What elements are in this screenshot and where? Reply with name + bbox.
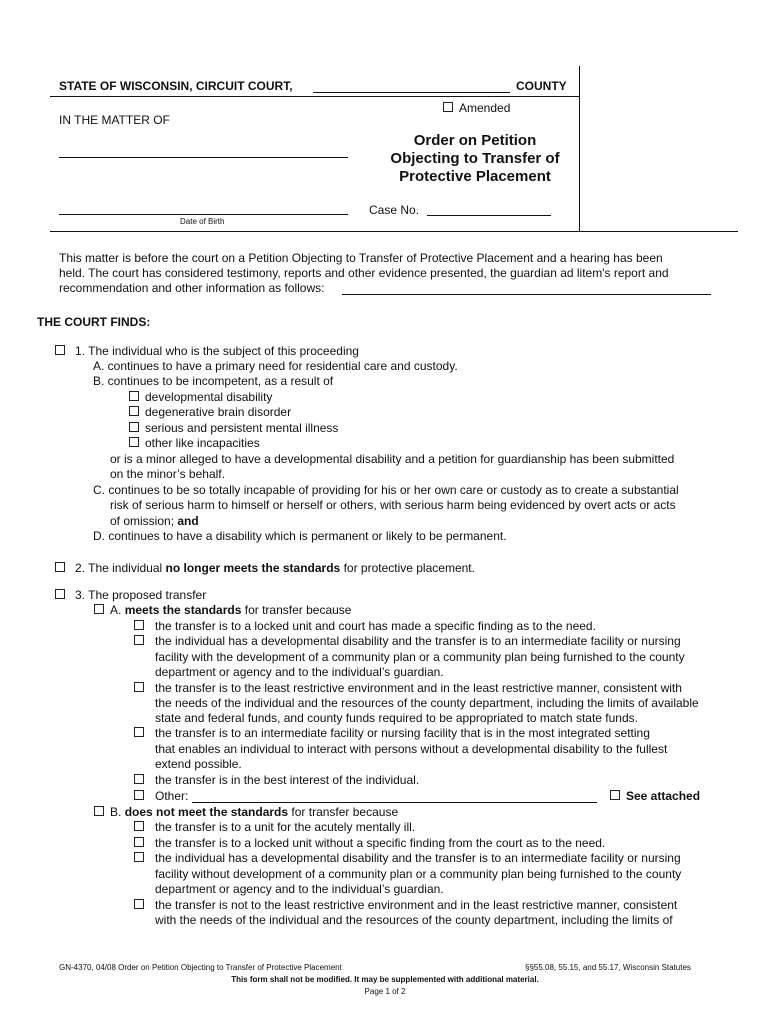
item3a-opt2-line-1: the individual has a developmental disability and the transfer is to an intermediate facility or nursing xyxy=(155,634,681,648)
item1-minor-line-2: on the minor’s behalf. xyxy=(110,467,225,481)
item2-post: for protective placement. xyxy=(343,561,475,575)
item3a-opt3-checkbox[interactable] xyxy=(134,682,144,692)
court-label: STATE OF WISCONSIN, CIRCUIT COURT, xyxy=(59,79,293,93)
item3a-opt3-line-3: state and federal funds, and county funds required to be appropriated to match state funds. xyxy=(155,711,638,725)
footer-statutes: §§55.08, 55.15, and 55.17, Wisconsin Statutes xyxy=(525,963,691,972)
footer-form-id: GN-4370, 04/08 Order on Petition Objecting to Transfer of Protective Placement xyxy=(59,963,342,972)
item3b-checkbox[interactable] xyxy=(94,806,104,816)
item3b-post: for transfer because xyxy=(291,805,399,819)
item3a-opt2-line-2: facility with the development of a community plan or a community plan being furnished to the county xyxy=(155,650,685,664)
item3a-opt4-line-1: the transfer is to an intermediate facility or nursing facility that is in the most integrated setting xyxy=(155,726,650,740)
mental-illness-checkbox[interactable] xyxy=(129,422,139,432)
item3a-opt1-line-1: the transfer is to a locked unit and court has made a specific finding as to the need. xyxy=(155,619,596,633)
mental-illness-label: serious and persistent mental illness xyxy=(145,421,339,435)
brain-disorder-label: degenerative brain disorder xyxy=(145,405,292,419)
item3a-post: for transfer because xyxy=(244,603,352,617)
item3b-opt1-checkbox[interactable] xyxy=(134,821,144,831)
item3a-checkbox[interactable] xyxy=(94,604,104,614)
item3a-opt3-line-1: the transfer is to the least restrictive environment and in the least restrictive manner, consistent with xyxy=(155,681,682,695)
item3a-opt2-line-3: department or agency and to the individual’s guardian. xyxy=(155,665,444,679)
item3a-other-label: Other: xyxy=(155,789,189,803)
item3b-pre: B. xyxy=(110,805,122,819)
brain-disorder-checkbox[interactable] xyxy=(129,406,139,416)
item1-checkbox[interactable] xyxy=(55,345,65,355)
item3a-opt1-checkbox[interactable] xyxy=(134,620,144,630)
title-line-2: Objecting to Transfer of xyxy=(390,150,560,167)
amended-label: Amended xyxy=(459,101,511,115)
see-attached-label: See attached xyxy=(626,789,701,803)
footer-notice: This form shall not be modified. It may be supplemented with additional material. xyxy=(231,975,539,984)
amended-checkbox[interactable] xyxy=(443,102,453,112)
item3a-opt4-line-3: extend possible. xyxy=(155,757,242,771)
item3b-opt4-line-1: the transfer is not to the least restrictive environment and in the least restrictive manner, consistent xyxy=(155,898,678,912)
county-name-field[interactable] xyxy=(313,92,510,93)
intro-info-field[interactable] xyxy=(342,294,711,295)
item1-c-and: and xyxy=(177,514,199,528)
item3-checkbox[interactable] xyxy=(55,589,65,599)
case-no-field[interactable] xyxy=(427,215,551,216)
item3b-opt2-checkbox[interactable] xyxy=(134,837,144,847)
item2-pre: 2. The individual xyxy=(75,561,163,575)
item3b-opt4-checkbox[interactable] xyxy=(134,899,144,909)
item3a-text xyxy=(110,603,351,618)
item2-checkbox[interactable] xyxy=(55,562,65,572)
intro-line-2: held. The court has considered testimony, reports and other evidence presented, the guardian ad litem's report and xyxy=(59,266,669,280)
county-label: COUNTY xyxy=(516,79,567,93)
title-line-3: Protective Placement xyxy=(399,168,551,185)
dev-disability-label: developmental disability xyxy=(145,390,273,404)
item3a-opt2-checkbox[interactable] xyxy=(134,635,144,645)
item3a-opt4-line-2: that enables an individual to interact with persons without a developmental disability to the fullest xyxy=(155,742,668,756)
intro-line-1: This matter is before the court on a Petition Objecting to Transfer of Protective Placement and a hearing has been xyxy=(59,251,663,265)
subject-name-field[interactable] xyxy=(59,157,348,158)
item1-a: A. continues to have a primary need for residential care and custody. xyxy=(93,359,458,373)
item3a-opt3-line-2: the needs of the individual and the resources of the county department, including the limits of available xyxy=(155,696,699,710)
item1-lead: 1. The individual who is the subject of this proceeding xyxy=(75,344,359,358)
dob-field[interactable] xyxy=(59,214,348,215)
header-divider xyxy=(579,66,580,231)
item3b-opt3-line-1: the individual has a developmental disability and the transfer is to an intermediate facility or nursing xyxy=(155,851,681,865)
item2-text xyxy=(75,561,475,576)
header-top-rule xyxy=(50,96,579,97)
footer-page: Page 1 of 2 xyxy=(364,987,406,996)
item1-c-line-3-text: of omission; xyxy=(110,514,175,528)
case-no-label: Case No. xyxy=(369,203,420,217)
item3a-opt4-checkbox[interactable] xyxy=(134,727,144,737)
item3a-bold: meets the standards xyxy=(124,603,242,617)
item3a-opt5-line-1: the transfer is in the best interest of the individual. xyxy=(155,773,420,787)
item3b-opt2-line-1: the transfer is to a locked unit without a specific finding from the court as to the need. xyxy=(155,836,606,850)
item3b-text xyxy=(110,805,398,820)
item1-b: B. continues to be incompetent, as a result of xyxy=(93,374,334,388)
item3b-opt3-line-2: facility without development of a community plan or a community plan being furnished to the county xyxy=(155,867,682,881)
other-incapacities-label: other like incapacities xyxy=(145,436,260,450)
see-attached-checkbox[interactable] xyxy=(610,790,620,800)
item3b-opt3-line-3: department or agency and to the individual’s guardian. xyxy=(155,882,444,896)
item2-bold: no longer meets the standards xyxy=(165,561,341,575)
item1-c-line-1: C. continues to be so totally incapable of providing for his or her own care or custody as to create a substantial xyxy=(93,483,679,497)
item3b-opt4-line-2: with the needs of the individual and the resources of the county department, including the limits of xyxy=(155,913,673,927)
intro-line-3: recommendation and other information as follows: xyxy=(59,281,325,295)
item3a-pre: A. xyxy=(110,603,122,617)
item3a-other-field[interactable] xyxy=(192,802,597,803)
item3-lead: 3. The proposed transfer xyxy=(75,588,207,602)
item3a-opt5-checkbox[interactable] xyxy=(134,774,144,784)
item1-minor-line-1: or is a minor alleged to have a developmental disability and a petition for guardianship has been submitted xyxy=(110,452,675,466)
dob-label: Date of Birth xyxy=(180,217,225,226)
item3b-opt3-checkbox[interactable] xyxy=(134,852,144,862)
dev-disability-checkbox[interactable] xyxy=(129,391,139,401)
findings-heading: THE COURT FINDS: xyxy=(37,315,151,329)
other-incapacities-checkbox[interactable] xyxy=(129,437,139,447)
matter-label: IN THE MATTER OF xyxy=(59,113,170,127)
title-line-1: Order on Petition xyxy=(413,132,537,149)
header-bottom-rule xyxy=(50,231,738,232)
item3a-other-checkbox[interactable] xyxy=(134,790,144,800)
item1-c-line-3 xyxy=(110,514,199,529)
item3b-bold: does not meet the standards xyxy=(124,805,289,819)
item1-d: D. continues to have a disability which is permanent or likely to be permanent. xyxy=(93,529,507,543)
item3b-opt1-line-1: the transfer is to a unit for the acutely mentally ill. xyxy=(155,820,416,834)
form-title xyxy=(380,132,570,186)
item1-c-line-2: risk of serious harm to himself or herself or others, with serious harm being evidenced by overt acts or acts xyxy=(110,498,676,512)
